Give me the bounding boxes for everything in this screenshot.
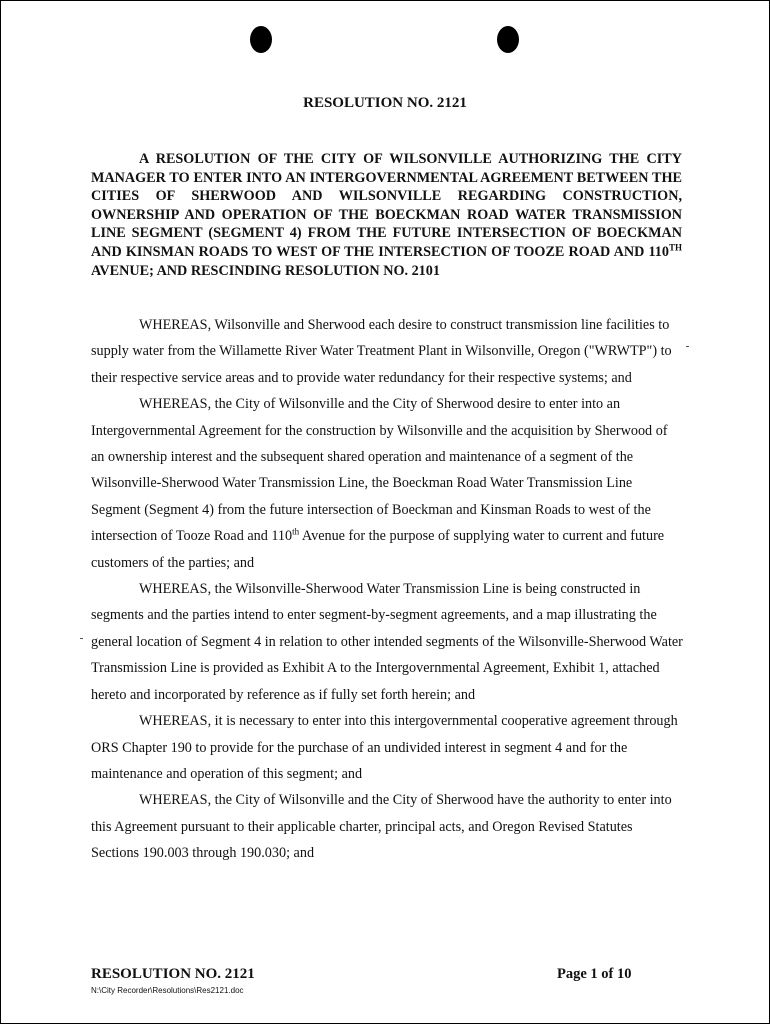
paragraph-2-text: WHEREAS, the City of Wilsonville and the City of Sherwood desire to enter into an Intergovernmental Agreement for the construction by Wilsonville and the acquisition by Sherwood of an ownership interest and the subsequent shared operation and maintenance of a segment of the Wilsonville-Sherwood Water Transmission Line, the Boeckman Road Water Transmission Line Segment (Segment 4) from the future intersection of Boeckman and Kinsman Roads to west of the intersection of Tooze Road and 110 [91, 396, 668, 545]
whereas-paragraph-3: WHEREAS, the Wilsonville-Sherwood Water Transmission Line is being constructed in segments and the parties intend to enter segment-by-segment agreements, and a map illustrating the general location of Segment 4 in relation to other intended segments of the Wilsonville-Sherwood Water Transmission Line is provided as Exhibit A to the Intergovernmental Agreement, Exhibit 1, attached hereto and incorporated by reference as if fully set forth herein; and [91, 581, 683, 703]
paragraph-2-superscript: th [292, 526, 300, 537]
page-number: Page 1 of 10 [557, 966, 632, 982]
scan-speck [686, 346, 689, 347]
resolution-heading: RESOLUTION NO. 2121 [303, 95, 467, 111]
title-text-end: AVENUE; AND RESCINDING RESOLUTION NO. 2101 [91, 262, 440, 279]
document-body [91, 312, 683, 867]
punch-hole-right [497, 26, 519, 53]
whereas-paragraph-4: WHEREAS, it is necessary to enter into this intergovernmental cooperative agreement through ORS Chapter 190 to provide for the purchase of an undivided interest in segment 4 and for the maintenance and operation of this segment; and [91, 713, 678, 782]
whereas-paragraph-2 [91, 391, 683, 576]
whereas-paragraph-1: WHEREAS, Wilsonville and Sherwood each desire to construct transmission line facilities to supply water from the Willamette River Water Treatment Plant in Wilsonville, Oregon ("WRWTP") to their respective service areas and to provide water redundancy for their respective systems; and [91, 317, 672, 386]
footer-resolution: RESOLUTION NO. 2121 [91, 966, 255, 982]
title-text: A RESOLUTION OF THE CITY OF WILSONVILLE AUTHORIZING THE CITY MANAGER TO ENTER INTO AN INTERGOVERNMENTAL AGREEMENT BETWEEN THE CITIES OF SHERWOOD AND WILSONVILLE REGARDING CONSTRUCTION, OWNERSHIP AND OPERATION OF THE BOECKMAN ROAD WATER TRANSMISSION LINE SEGMENT (SEGMENT 4) FROM THE FUTURE INTERSECTION OF BOECKMAN AND KINSMAN ROADS TO WEST OF THE INTERSECTION OF TOOZE ROAD AND 110 [91, 151, 682, 260]
punch-hole-left [250, 26, 272, 53]
whereas-paragraph-5: WHEREAS, the City of Wilsonville and the City of Sherwood have the authority to enter into this Agreement pursuant to their applicable charter, principal acts, and Oregon Revised Statutes Sections 190.003 through 190.030; and [91, 792, 672, 862]
footer-file-path: N:\City Recorder\Resolutions\Res2121.doc [91, 986, 244, 995]
paragraph-2-text-end: Avenue for the purpose of supplying water to current and future customers of the parties; and [91, 528, 665, 571]
title-superscript: TH [668, 242, 682, 253]
scan-speck [80, 638, 83, 639]
resolution-title [91, 150, 682, 280]
